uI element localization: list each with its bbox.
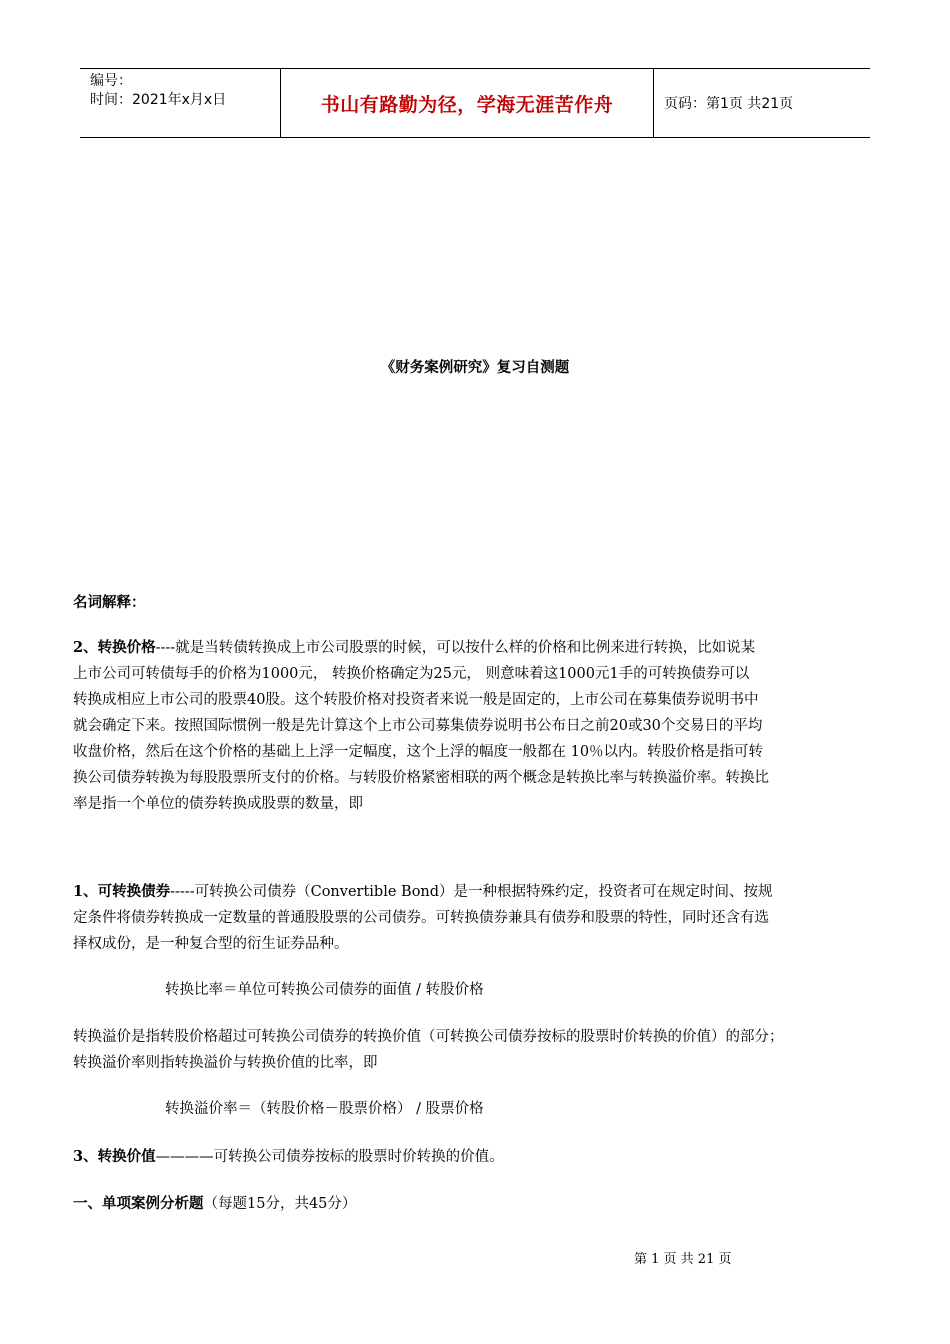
header-page-info: 页码：第1页 共21页: [664, 96, 794, 112]
item-2-term: 2、转换价格: [73, 639, 156, 656]
item-2-paragraph: [73, 635, 888, 817]
item-1-paragraph: [73, 879, 888, 957]
item-2-line: 上市公司可转债每手的价格为1000元， 转换价格确定为25元， 则意味着这1000元1手的可转换债券可以: [73, 666, 750, 682]
serial-label: 编号：: [90, 73, 132, 89]
item-1-dashes: -----: [170, 884, 195, 900]
footer-page-number: 第 1 页 共 21 页: [634, 1252, 732, 1267]
item-2-dashes: ----: [155, 640, 176, 656]
item-2-text: 就是当转债转换成上市公司股票的时候，可以按什么样的价格和比例来进行转换，比如说某: [175, 640, 756, 656]
header-motto: 书山有路勤为径，学海无涯苦作舟: [281, 69, 654, 137]
item-2-line: 率是指一个单位的债券转换成股票的数量，即: [73, 796, 363, 812]
item-1-line: 择权成份，是一种复合型的衍生证券品种。: [73, 936, 349, 952]
item-1-term: 1、可转换债券: [73, 883, 171, 900]
time-label: 时间：2021年x月x日: [90, 92, 227, 108]
item-3-term: 3、转换价值: [73, 1148, 156, 1165]
section-one-heading-line: [73, 1191, 888, 1217]
item-3-line: [73, 1144, 888, 1170]
item-1-line: 定条件将债券转换成一定数量的普通股股票的公司债券。可转换债券兼具有债券和股票的特性，同时还含有选: [73, 910, 769, 926]
premium-line: 转换溢价率则指转换溢价与转换价值的比率，即: [73, 1055, 378, 1071]
item-1-text: 可转换公司债券（Convertible Bond）是一种根据特殊约定，投资者可在规定时间、按规: [194, 884, 773, 900]
header-meta-cell: [80, 69, 281, 137]
item-2-line: 转换成相应上市公司的股票40股。这个转股价格对投资者来说一般是固定的，上市公司在募集债券说明书中: [73, 692, 759, 708]
formula-premium-rate: 转换溢价率＝（转股价格－股票价格） / 股票价格: [165, 1101, 484, 1117]
premium-line: 转换溢价是指转股价格超过可转换公司债券的转换价值（可转换公司债券按标的股票时价转换的价值）的部分；: [73, 1029, 784, 1045]
item-2-line: [73, 635, 888, 661]
formula-conversion-ratio: 转换比率＝单位可转换公司债券的面值 / 转股价格: [165, 982, 484, 998]
item-2-line: 收盘价格，然后在这个价格的基础上上浮一定幅度，这个上浮的幅度一般都在 10％以内。转股价格是指可转: [73, 744, 764, 760]
header-table: [80, 68, 870, 138]
item-2-line: 就会确定下来。按照国际惯例一般是先计算这个上市公司募集债券说明书公布日之前20或30个交易日的平均: [73, 718, 763, 734]
item-3-text: 可转换公司债券按标的股票时价转换的价值。: [213, 1149, 504, 1165]
section-one-heading: 一、单项案例分析题: [73, 1195, 204, 1212]
item-2-line: 换公司债券转换为每股股票所支付的价格。与转股价格紧密相联的两个概念是转换比率与转换溢价率。转换比: [73, 770, 769, 786]
premium-paragraph: [73, 1024, 888, 1076]
section-heading: 名词解释：: [73, 594, 146, 611]
document-title: 《财务案例研究》复习自测题: [380, 359, 570, 376]
item-1-line: [73, 879, 888, 905]
section-one-note: （每题15分，共45分）: [203, 1196, 357, 1212]
item-3-dashes: ————: [155, 1149, 214, 1165]
